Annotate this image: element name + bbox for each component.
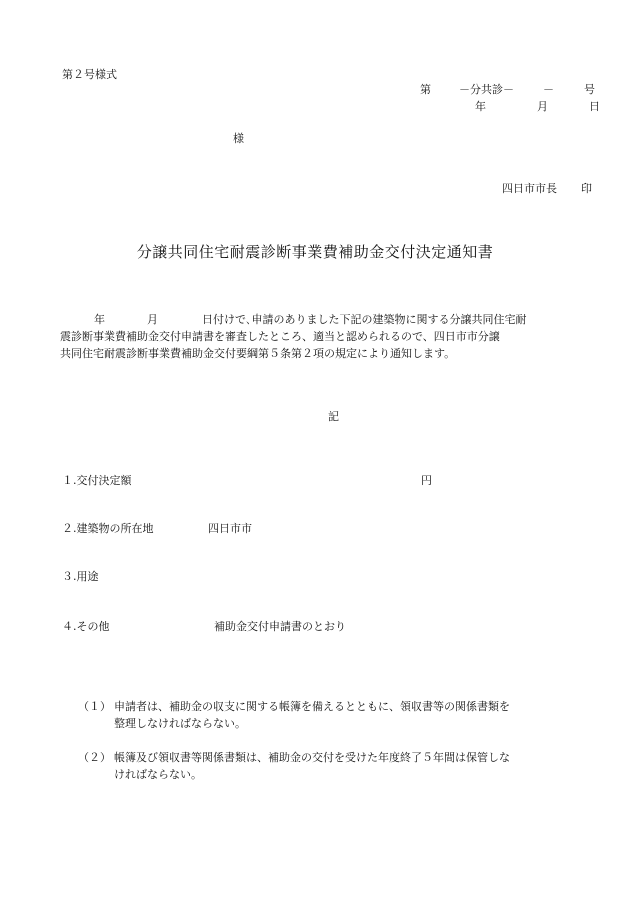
reference-number [420, 83, 595, 98]
note-line: 帳簿及び領収書等関係書類は、補助金の交付を受けた年度終了５年間は保管しな [114, 751, 510, 764]
form-number-label: 第２号様式 [62, 68, 117, 81]
body-line-1 [60, 311, 596, 328]
body-line-1-rest: 日付けで､申請のありました下記の建築物に関する分譲共同住宅耐 [202, 313, 527, 326]
reference-suffix: 号 [584, 83, 595, 96]
issuer-title: 四日市市長 [502, 182, 557, 195]
note-number: （２） [78, 751, 111, 764]
issuer [502, 183, 592, 194]
reference-code: －分共診－ [459, 83, 514, 96]
date-year: 年 [475, 100, 486, 113]
note-text [114, 698, 594, 732]
note-text [114, 749, 594, 783]
addressee: 様 [233, 132, 244, 145]
ki-heading: 記 [328, 410, 339, 423]
issue-date [475, 100, 600, 115]
body-paragraph [60, 311, 596, 362]
note-line: 整理しなければならない。 [114, 717, 246, 730]
date-day: 日 [589, 100, 600, 113]
item-other [62, 621, 562, 635]
document-title: 分譲共同住宅耐震診断事業費補助金交付決定通知書 [136, 243, 494, 261]
seal-mark: 印 [581, 182, 592, 195]
reference-dash: － [543, 83, 554, 96]
note-line: ければならない。 [114, 768, 202, 781]
date-month: 月 [537, 100, 548, 113]
item-label: １.交付決定額 [62, 474, 132, 487]
reference-prefix: 第 [420, 83, 431, 96]
item-value: 円 [421, 474, 432, 487]
body-year: 年 [94, 313, 105, 326]
body-line-3: 共同住宅耐震診断事業費補助金交付要綱第５条第２項の規定により通知します。 [60, 347, 456, 360]
item-label: ２.建築物の所在地 [62, 522, 154, 535]
note-line: 申請者は、補助金の収支に関する帳簿を備えるとともに、領収書等の関係書類を [114, 700, 510, 713]
item-label: ４.その他 [62, 620, 110, 633]
item-grant-amount [62, 475, 562, 489]
note-number: （１） [78, 700, 111, 713]
note-item [78, 698, 598, 738]
note-item [78, 749, 598, 789]
item-building-location [62, 523, 562, 537]
item-value: 補助金交付申請書のとおり [214, 620, 346, 633]
body-month: 月 [147, 313, 158, 326]
item-usage [62, 571, 562, 585]
item-label: ３.用途 [62, 570, 99, 583]
body-line-2: 震診断事業費補助金交付申請書を審査したところ、適当と認められるので、四日市市分譲 [60, 330, 500, 343]
item-value: 四日市市 [208, 522, 252, 535]
